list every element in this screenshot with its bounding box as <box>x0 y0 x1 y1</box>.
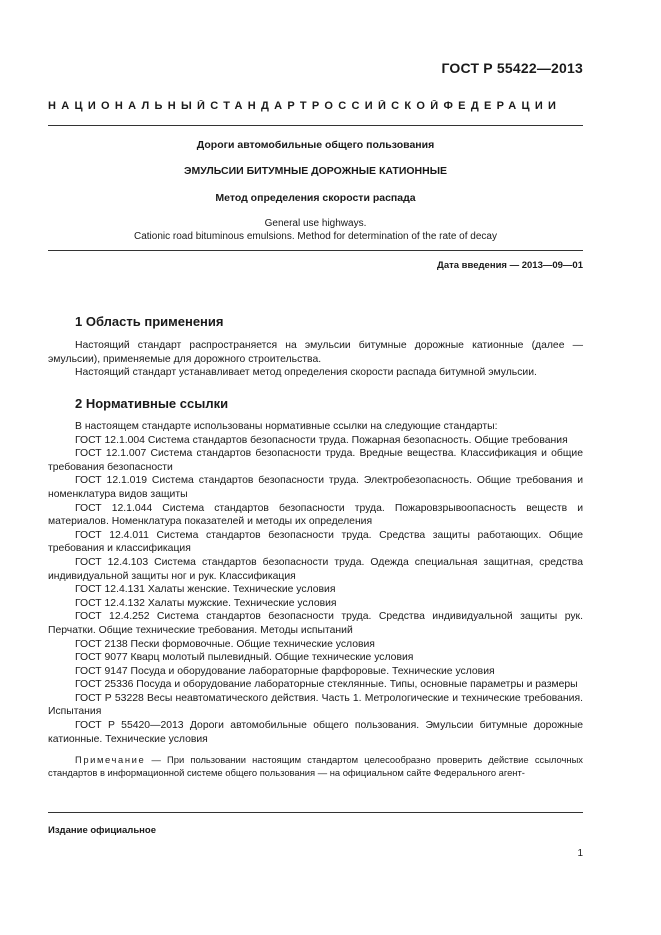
title-line-1: Дороги автомобильные общего пользования <box>196 139 435 151</box>
national-standard-header: НАЦИОНАЛЬНЫЙСТАНДАРТРОССИЙСКОЙФЕДЕРАЦИИ <box>48 100 562 112</box>
introduction-date: Дата введения — 2013—09—01 <box>437 260 583 271</box>
title-line-2: ЭМУЛЬСИИ БИТУМНЫЕ ДОРОЖНЫЕ КАТИОННЫЕ <box>183 165 448 177</box>
reference-item: ГОСТ 12.1.044 Система стандартов безопасности труда. Пожаровзрывоопасность веществ и материалов. Номенклатура показателей и методы их определения <box>48 502 583 528</box>
reference-item: ГОСТ 12.4.103 Система стандартов безопасности труда. Одежда специальная защитная, средства индивидуальной защиты ног и рук. Классификация <box>48 556 583 582</box>
note <box>48 753 583 779</box>
title-divider <box>48 250 583 251</box>
section-2-heading: 2 Нормативные ссылки <box>75 396 229 411</box>
reference-item: ГОСТ Р 53228 Весы неавтоматического действия. Часть 1. Метрологические и технические требования. Испытания <box>48 692 583 718</box>
reference-item: ГОСТ 12.1.004 Система стандартов безопасности труда. Пожарная безопасность. Общие требования <box>75 434 568 446</box>
reference-item: ГОСТ 2138 Пески формовочные. Общие технические условия <box>75 638 375 650</box>
reference-item: ГОСТ 12.4.011 Система стандартов безопасности труда. Средства защиты работающих. Общие требования и классификация <box>48 529 583 555</box>
note-label: Примечание <box>75 754 146 766</box>
reference-item: ГОСТ 9077 Кварц молотый пылевидный. Общие технические условия <box>75 652 414 664</box>
header-divider <box>48 125 583 126</box>
reference-item: ГОСТ Р 55420—2013 Дороги автомобильные общего пользования. Эмульсии битумные дорожные катионные. Технические условия <box>48 720 583 745</box>
title-line-3: Метод определения скорости распада <box>215 192 416 204</box>
reference-intro: В настоящем стандарте использованы нормативные ссылки на следующие стандарты: <box>75 421 498 432</box>
footer-divider <box>48 812 583 813</box>
reference-item: ГОСТ 9147 Посуда и оборудование лабораторные фарфоровые. Технические условия <box>75 665 495 677</box>
page-number: 1 <box>577 848 583 859</box>
reference-item: ГОСТ 12.1.007 Система стандартов безопасности труда. Вредные вещества. Классификация и общие требования безопасности <box>48 448 583 473</box>
paragraph: Настоящий стандарт распространяется на эмульсии битумные дорожные катионные (далее — эмульсии), применяемые для дорожного строительства. <box>48 340 583 365</box>
reference-item: ГОСТ 12.4.132 Халаты мужские. Технические условия <box>75 597 337 609</box>
gost-code: ГОСТ Р 55422—2013 <box>441 60 583 76</box>
official-edition-label: Издание официальное <box>48 825 156 836</box>
section-1-heading: 1 Область применения <box>75 314 224 329</box>
note-text: — При пользовании настоящим стандартом целесообразно проверить действие ссылочных стандартов в информационной системе общего пользования — на официальном сайте Федерального агент- <box>48 754 583 779</box>
title-en-line-1: General use highways. <box>264 218 367 229</box>
section-1-body <box>48 339 583 380</box>
paragraph: Настоящий стандарт устанавливает метод определения скорости распада битумной эмульсии. <box>75 367 537 379</box>
reference-item: ГОСТ 12.4.131 Халаты женские. Технические условия <box>75 584 336 596</box>
section-2-body <box>48 420 583 780</box>
reference-item: ГОСТ 12.1.019 Система стандартов безопасности труда. Электробезопасность. Общие требования и номенклатура видов защиты <box>48 475 583 500</box>
title-en-line-2: Cationic road bituminous emulsions. Method for determination of the rate of decay <box>134 231 497 242</box>
reference-item: ГОСТ 12.4.252 Система стандартов безопасности труда. Средства индивидуальной защиты рук. Перчатки. Общие технические требования. Методы испытаний <box>48 611 583 636</box>
reference-item: ГОСТ 25336 Посуда и оборудование лабораторные стеклянные. Типы, основные параметры и размеры <box>75 679 578 691</box>
